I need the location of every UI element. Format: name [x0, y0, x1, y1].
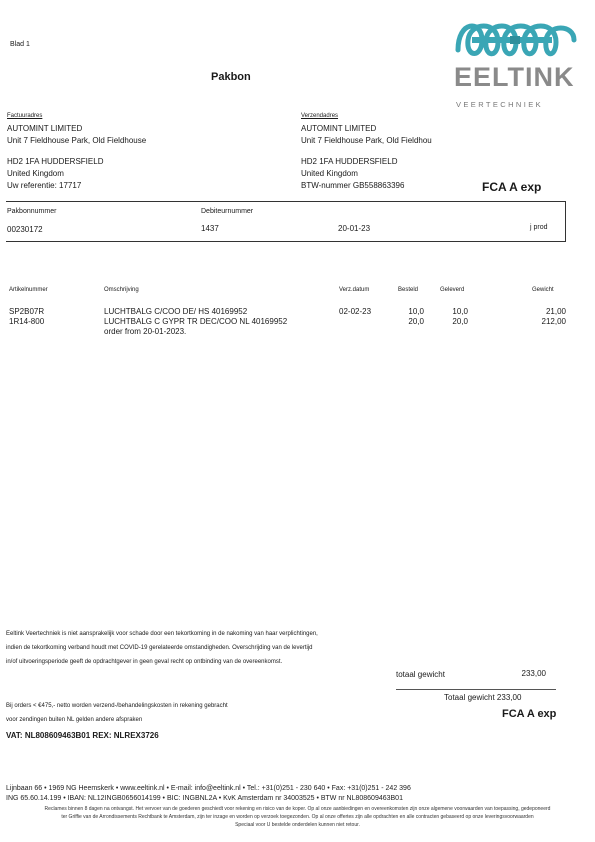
total-weight-label: totaal gewicht: [396, 670, 445, 679]
shipping-note-2: voor zendingen buiten NL gelden andere afspraken: [6, 717, 143, 723]
row-2-article: 1R14-800: [9, 317, 45, 326]
shipping-heading: Verzendadres: [301, 113, 339, 119]
document-title: Pakbon: [211, 71, 251, 83]
billing-line-2: Unit 7 Fieldhouse Park, Old Fieldhouse: [7, 136, 147, 145]
total-weight-value: 233,00: [521, 669, 546, 678]
order-number: 00230172: [7, 225, 43, 234]
col-article: Artikelnummer: [9, 287, 48, 293]
billing-heading: Factuuradres: [7, 113, 43, 119]
shipping-line-3: HD2 1FA HUDDERSFIELD: [301, 157, 398, 166]
billing-reference: Uw referentie: 17717: [7, 181, 82, 190]
incoterm-bottom: FCA A exp: [502, 708, 557, 720]
row-1-article: SP2B07R: [9, 307, 45, 316]
row-2-delivered: 20,0: [452, 317, 468, 326]
order-note: order from 20-01-2023.: [104, 327, 187, 336]
disclaimer-line-2: indien de tekortkoming verband houdt met COVID-19 gerelateerde omstandigheden. Overschrijding van de levertijd: [6, 645, 313, 651]
row-2-weight: 212,00: [541, 317, 566, 326]
total-weight-line: Totaal gewicht 233,00: [444, 693, 522, 702]
row-1-ship-date: 02-02-23: [339, 307, 372, 316]
billing-line-3: HD2 1FA HUDDERSFIELD: [7, 157, 104, 166]
brand-name: EELTINK: [454, 62, 575, 92]
shipping-vat-number: BTW-nummer GB558863396: [301, 181, 405, 190]
row-1-description: LUCHTBALG C/COO DE/ HS 40169952: [104, 307, 248, 316]
incoterm-top: FCA A exp: [482, 180, 542, 194]
document-date: 20-01-23: [338, 224, 371, 233]
row-1-ordered: 10,0: [408, 307, 424, 316]
label-debtor-number: Debiteurnummer: [201, 208, 254, 215]
col-ordered: Besteld: [398, 287, 419, 293]
vat-line: VAT: NL808609463B01 REX: NLREX3726: [6, 731, 159, 740]
col-weight: Gewicht: [532, 287, 554, 293]
brand-tagline: VEERTECHNIEK: [456, 100, 544, 109]
col-ship-date: Verz.datum: [339, 287, 370, 293]
summary-extra: j prod: [530, 224, 548, 231]
company-logo: [452, 10, 582, 120]
logo-spring-icon: [452, 10, 582, 70]
row-1-delivered: 10,0: [452, 307, 468, 316]
billing-line-1: AUTOMINT LIMITED: [7, 124, 83, 133]
shipping-note-1: Bij orders < €475,- netto worden verzend-/behandelingskosten in rekening gebracht: [6, 703, 228, 709]
debtor-number: 1437: [201, 224, 219, 233]
disclaimer-line-1: Eeltink Veertechniek is niet aansprakelijk voor schade door een tekortkoming in de nakoming van haar verplichtingen,: [6, 631, 318, 637]
label-order-number: Pakbonnummer: [7, 208, 57, 215]
shipping-line-4: United Kingdom: [301, 169, 358, 178]
footer-terms-1: Reclames binnen 8 dagen na ontvangst. Het vervoer van de goederen geschiedt voor rekening en risico van de koper. Op al onze aanbiedingen en overeenkomsten zijn onze algemene voorwaarden van toepassing, gedeponeerd: [44, 806, 551, 812]
footer-bank-line: ING 65.60.14.199 • IBAN: NL12INGB0656014199 • BIC: INGBNL2A • KvK Amsterdam nr 34003525 • BTW nr NL808609463B01: [6, 795, 403, 802]
billing-line-4: United Kingdom: [7, 169, 64, 178]
footer-terms-2: ter Griffie van de Arrondissements Rechtbank te Amsterdam, zijn ter inzage en worden op verzoek toegezonden. Op al onze offertes zijn alle opdrachten en alle contracten gebaseerd op onze leveringsvoorwaarden: [61, 814, 534, 820]
row-2-ordered: 20,0: [408, 317, 424, 326]
col-description: Omschrijving: [104, 287, 139, 293]
row-2-description: LUCHTBALG C GYPR TR DEC/COO NL 40169952: [104, 317, 288, 326]
footer-terms-3: Speciaal voor U bestelde onderdelen kunnen niet retour.: [235, 822, 360, 828]
page-label: Blad 1: [10, 41, 30, 48]
col-delivered: Geleverd: [440, 287, 465, 293]
footer-address-line: Lijnbaan 66 • 1969 NG Heemskerk • www.eeltink.nl • E-mail: info@eeltink.nl • Tel.: +31(0)251 - 230 640 • Fax: +31(0)251 - 242 396: [6, 785, 411, 792]
shipping-line-2: Unit 7 Fieldhouse Park, Old Fieldhou: [301, 136, 432, 145]
row-1-weight: 21,00: [545, 307, 566, 316]
disclaimer-line-3: in/of uitvoeringsperiode geeft de opdrachtgever in geen geval recht op ontbinding van de overeenkomst.: [6, 659, 283, 665]
shipping-line-1: AUTOMINT LIMITED: [301, 124, 377, 133]
